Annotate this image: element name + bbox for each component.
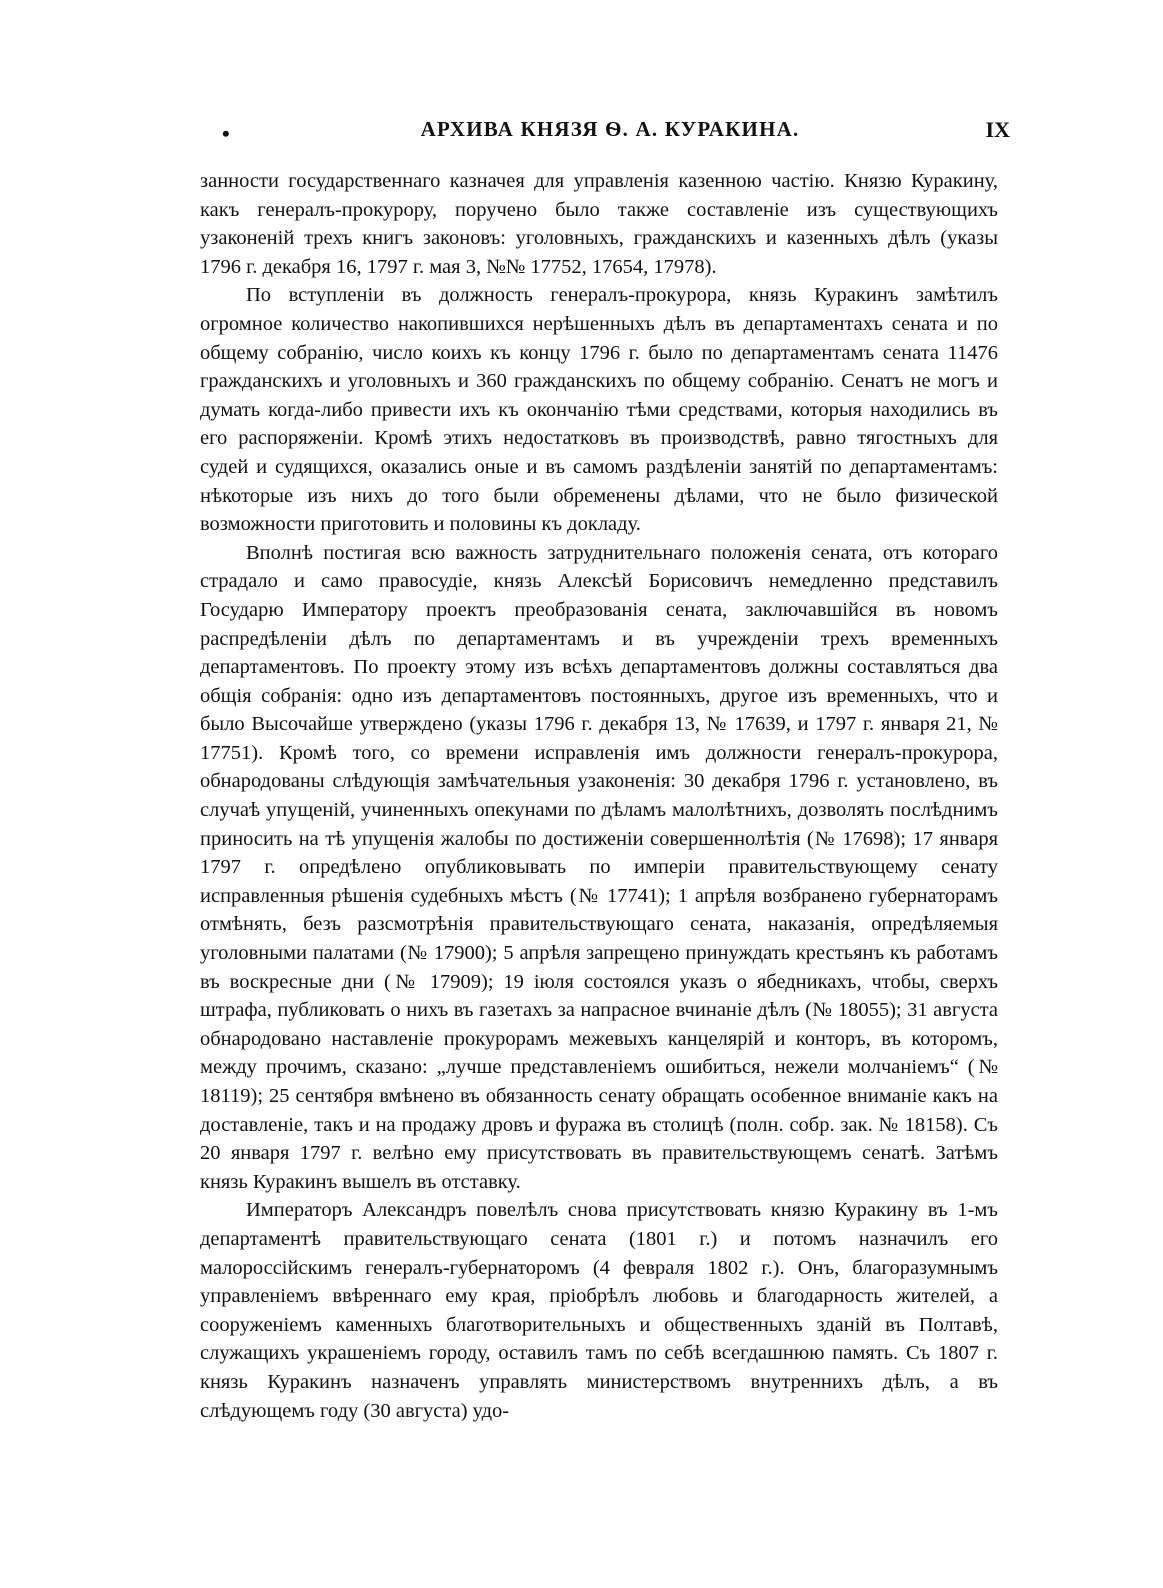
running-title: АРХИВА КНЯЗЯ Ѳ. А. КУРАКИНА.	[420, 117, 800, 141]
running-header	[200, 117, 1020, 147]
paragraph: Вполнѣ постигая всю важность затруднительнаго положенія сената, отъ котораго страдало и само правосудіе, князь Алексѣй Борисовичъ немедленно представилъ Государю Императору проектъ преобразованія сената, заключавшійся въ новомъ распредѣленіи дѣлъ по департаментамъ и въ учрежденіи трехъ временныхъ департаментовъ. По проекту этому изъ всѣхъ департаментовъ должны составляться два общія собранія: одно изъ департаментовъ постоянныхъ, другое изъ временныхъ, что и было Высочайше утверждено (указы 1796 г. декабря 13, № 17639, и 1797 г. января 21, № 17751). Кромѣ того, со времени исправленія имъ должности генералъ-прокурора, обнародованы слѣдующія замѣчательныя узаконенія: 30 декабря 1796 г. установлено, въ случаѣ упущеній, учиненныхъ опекунами по дѣламъ малолѣтнихъ, дозволять послѣднимъ приносить на тѣ упущенія жалобы по достиженіи совершеннолѣтія (№ 17698); 17 января 1797 г. опредѣлено опубликовывать по имперіи правительствующему сенату исправленныя рѣшенія судебныхъ мѣстъ (№ 17741); 1 апрѣля возбранено губернаторамъ отмѣнять, безъ разсмотрѣнія правительствующаго сената, наказанія, опредѣляемыя уголовными палатами (№ 17900); 5 апрѣля запрещено принуждать крестьянъ къ работамъ въ воскресные дни (№ 17909); 19 іюля состоялся указъ о ябедникахъ, чтобы, сверхъ штрафа, публиковать о нихъ въ газетахъ за напрасное вчинаніе дѣлъ (№ 18055); 31 августа обнародовано наставленіе прокурорамъ межевыхъ канцелярій и конторъ, въ которомъ, между прочимъ, сказано: „лучше представленіемъ ошибиться, нежели молчаніемъ“ (№ 18119); 25 сентября вмѣнено въ обязанность сенату обращать особенное вниманіе какъ на доставленіе, такъ и на продажу дровъ и фуража въ столицѣ (полн. собр. зак. № 18158). Съ 20 января 1797 г. велѣно ему присутствовать въ правительствующемъ сенатѣ. Затѣмъ князь Куракинъ вышелъ въ отставку.	[200, 541, 998, 1193]
body-text	[200, 167, 998, 1425]
paragraph: Императоръ Александръ повелѣлъ снова присутствовать князю Куракину въ 1-мъ департаментѣ правительствующаго сената (1801 г.) и потомъ назначилъ его малороссійскимъ генералъ-губернаторомъ (4 февраля 1802 г.). Онъ, благоразумнымъ управленіемъ ввѣреннаго ему края, пріобрѣлъ любовь и благодарность жителей, а сооруженіемъ каменныхъ благотворительныхъ и общественныхъ зданій въ Полтавѣ, служащихъ украшеніемъ городу, оставилъ тамъ по себѣ всегдашнюю память. Съ 1807 г. князь Куракинъ назначенъ управлять министерствомъ внутреннихъ дѣлъ, а въ слѣдующемъ году (30 августа) удо-	[200, 1199, 998, 1422]
page-number: IX	[985, 117, 1010, 142]
header-dot: •	[222, 121, 230, 146]
paragraph: По вступленіи въ должность генералъ-прокурора, князь Куракинъ замѣтилъ огромное количество накопившихся нерѣшенныхъ дѣлъ въ департаментахъ сената и по общему собранію, число коихъ къ концу 1796 г. было по департаментамъ сената 11476 гражданскихъ и уголовныхъ и 360 гражданскихъ по общему собранію. Сенатъ не могъ и думать когда-либо привести ихъ къ окончанію тѣми средствами, которыя находились въ его распоряженіи. Кромѣ этихъ недостатковъ въ производствѣ, равно тягостныхъ для судей и судящихся, оказались оные и въ самомъ раздѣленіи занятій по департаментамъ: нѣкоторые изъ нихъ до того были обременены дѣлами, что не было физической возможности приготовить и половины къ докладу.	[200, 284, 998, 536]
paragraph-continuation: занности государственнаго казначея для управленія казенною частію. Князю Куракину, какъ генералъ-прокурору, поручено было также составленіе изъ существующихъ узаконеній трехъ книгъ законовъ: уголовныхъ, гражданскихъ и казенныхъ дѣлъ (указы 1796 г. декабря 16, 1797 г. мая 3, №№ 17752, 17654, 17978).	[200, 170, 998, 278]
